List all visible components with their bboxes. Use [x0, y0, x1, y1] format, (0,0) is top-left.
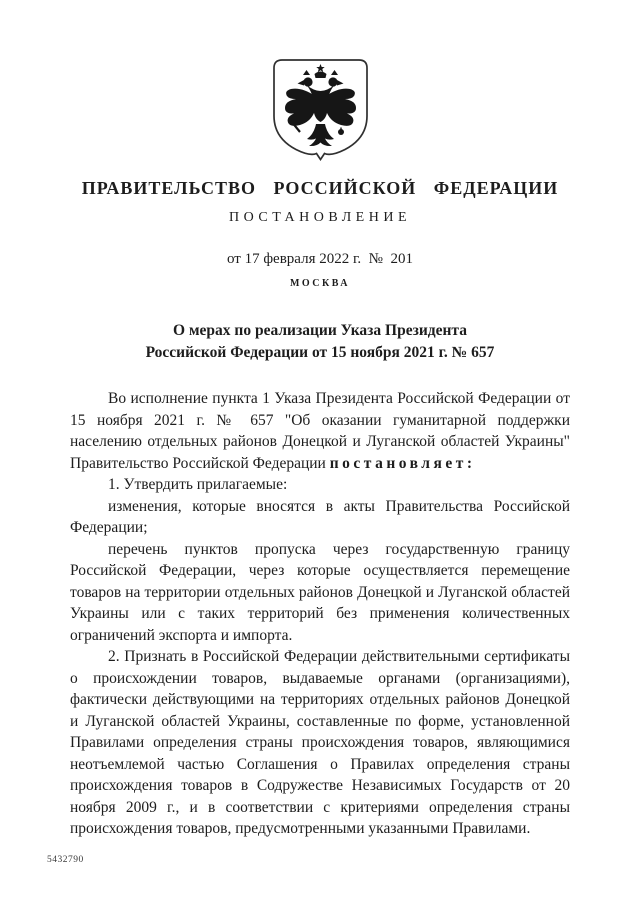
title-line-1: О мерах по реализации Указа Президента	[173, 322, 467, 339]
issuing-authority: ПРАВИТЕЛЬСТВО РОССИЙСКОЙ ФЕДЕРАЦИИ	[81, 178, 559, 198]
registration-code: 5432790	[47, 855, 84, 865]
paragraph-point-1: 1. Утвердить прилагаемые:	[108, 476, 288, 493]
paragraph-preamble	[70, 388, 570, 474]
paragraph-checkpoints: перечень пунктов пропуска через государственную границу Российской Федерации, через которые осуществляется перемещение товаров на территории отдельных районов Донецкой и Луганской областей Украины или с таких территорий без применения количественных ограничений экспорта и импорта.	[70, 540, 570, 644]
document-body	[70, 388, 570, 840]
date-and-number: от 17 февраля 2022 г. № 201	[226, 251, 413, 267]
document-title	[0, 320, 640, 364]
coat-of-arms-icon	[272, 58, 369, 166]
paragraph-point-2: 2. Признать в Российской Федерации действительными сертификаты о происхождении товаров, выдаваемые органами (организациями), фактически действующими на территориях отдельных районов Донецкой и Луганской областей Украины, составленные по форме, установленной Правилами определения страны происхождения товаров, являющимися неотъемлемой частью Соглашения о Правилах определения страны происхождения товаров в Содружестве Независимых Государств от 20 ноября 2009 г., и в соответствии с критериями определения страны происхождения товаров, предусмотренными указанными Правилами.	[70, 648, 570, 837]
city-label: МОСКВА	[289, 278, 351, 289]
paragraph-amendments: изменения, которые вносятся в акты Правительства Российской Федерации;	[70, 497, 570, 536]
document-type: ПОСТАНОВЛЕНИЕ	[228, 210, 412, 225]
preamble-text: Во исполнение пункта 1 Указа Президента Российской Федерации от 15 ноября 2021 г. № 657 "Об оказании гуманитарной поддержки населению отдельных районов Донецкой и Луганской областей Украины" Правительство Российской Федерации	[70, 390, 570, 472]
resolves-keyword: постановляет:	[329, 454, 476, 472]
title-line-2: Российской Федерации от 15 ноября 2021 г. № 657	[145, 344, 495, 361]
